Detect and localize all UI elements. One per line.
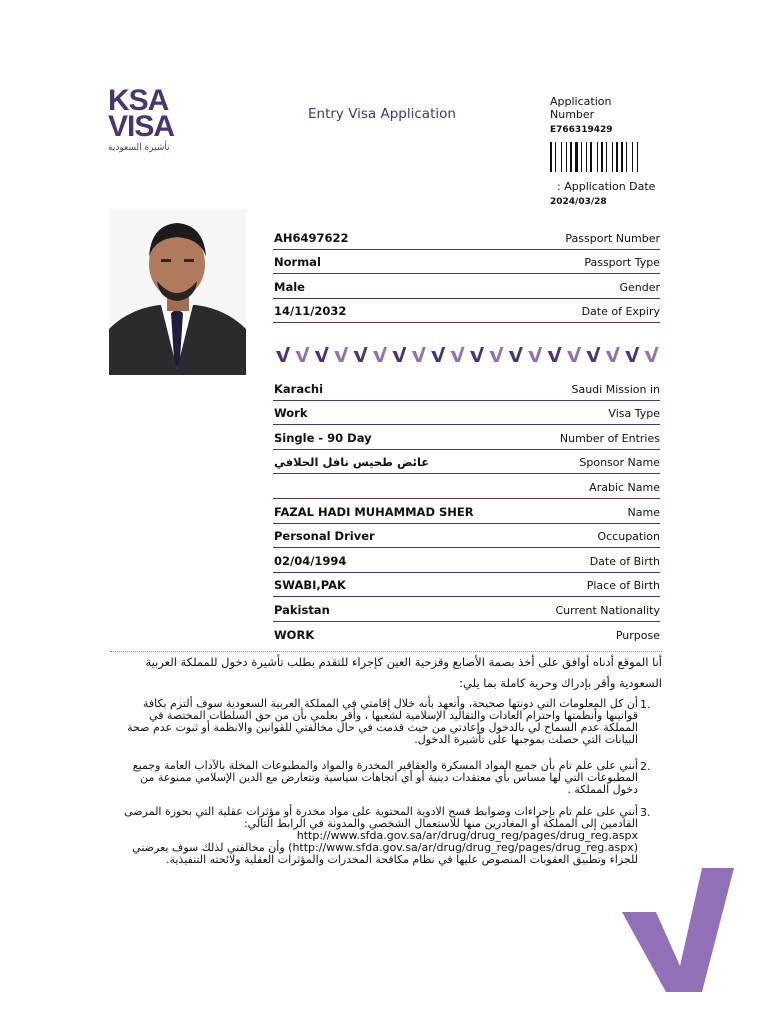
barcode-bar	[557, 142, 560, 172]
barcode-bar	[566, 142, 567, 172]
date-of-expiry-value: 14/11/2032	[274, 304, 347, 319]
declaration-item-2: أنني على علم تام بأن جميع المواد المسكرة والعقاقير المخدرة والمواد والمطبوعات المخلة بالآداب العامة وجميع المطبوعات التي لها مساس بأي معتقدات دينية أو أي اتجاهات سياسية وتتعارض مع الدين الإسلامي ممنوعة من دخول المملكة .	[132, 759, 638, 796]
number-of-entries-row	[273, 424, 660, 450]
barcode	[550, 142, 662, 172]
barcode-bar	[579, 142, 580, 172]
current-nationality-label: Current Nationality	[555, 603, 660, 617]
applicant-photo	[109, 209, 246, 375]
check-band-mark-icon	[586, 347, 600, 362]
name-row	[273, 498, 660, 524]
barcode-bar	[621, 142, 623, 172]
declaration-intro-line-1: أنا الموقع أدناه أوافق على أخذ بصمة الأصابع وقزحية العين كإجراء للتقدم بطلب تأشيرة دخول للمملكة العربية	[145, 655, 662, 669]
number-of-entries-value: Single - 90 Day	[274, 430, 372, 445]
gender-value: Male	[274, 279, 305, 294]
passport-number-row	[273, 224, 660, 250]
current-nationality-value: Pakistan	[274, 602, 330, 617]
purpose-row	[273, 621, 660, 646]
check-band-mark-icon	[451, 347, 465, 362]
arabic-name-label: Arabic Name	[589, 480, 660, 494]
barcode-bar	[581, 142, 582, 172]
current-nationality-row	[273, 596, 660, 622]
saudi-mission-label: Saudi Mission in	[571, 382, 660, 396]
barcode-bar	[570, 142, 572, 172]
barcode-bar	[593, 142, 596, 172]
logo-line-ksa: KSA	[108, 84, 169, 117]
arabic-name-row	[273, 473, 660, 499]
barcode-bar	[606, 142, 607, 172]
barcode-bar	[628, 142, 631, 172]
barcode-bar	[568, 142, 569, 172]
visa-type-label: Visa Type	[608, 407, 660, 421]
barcode-bar	[563, 142, 565, 172]
date-of-birth-row	[273, 547, 660, 573]
barcode-bar	[619, 142, 620, 172]
application-number-value: E766319429	[550, 125, 613, 135]
check-mark-watermark-icon	[622, 868, 734, 992]
barcode-bar	[553, 142, 554, 172]
application-date-value: 2024/03/28	[550, 197, 607, 207]
declaration-item-1: أن كل المعلومات التي دونتها صحيحة، وأتعهد بأنه خلال إقامتي في المملكة العربية السعودية سوف ألتزم بكافة قوانينها وأنظمتها واحترام العادات والتقاليد الإسلامية لشعبها ، وأقر بعلمي بأن من حق السلطات المختصة في المملكة عدم السماح لي بالدخول وإعادتي من حيث قدمت في حال مخالفتي للقوانين والانظمة أو ثبوت عدم صحة البيانات التي حصلت بموجبها على تأشيرة الدخول.	[127, 697, 638, 746]
occupation-label: Occupation	[597, 530, 660, 544]
declaration-item-3: أنني على علم تام بإجراءات وضوابط فسح الادوية المحتوية على مواد مخدرة أو مؤثرات عقلية التي بحوزة المرضى القادمين إلى المملكة أو المغادرين منها للاستعمال الشخصي والمدونة في الرابط التالي: http://www.sfda.gov.sa/ar/drug/drug_reg/pages/drug_reg.aspx (http://www.sfda.gov.sa/ar/drug/drug_reg/pages/drug_reg.aspx) وأن مخالفتي لذلك سوف يعرضني للجزاء وتطبيق العقوبات المنصوص عليها في نظام مكافحة المخدرات والمؤثرات العقلية ولائحته التنفيذية.	[124, 805, 638, 866]
check-band-mark-icon	[295, 347, 309, 362]
purpose-value: WORK	[274, 627, 315, 642]
check-band-mark-icon	[489, 347, 503, 362]
check-band-mark-icon	[645, 347, 659, 362]
occupation-value: Personal Driver	[274, 529, 375, 544]
date-of-birth-value: 02/04/1994	[274, 553, 347, 568]
barcode-bar	[597, 142, 598, 172]
declaration-intro-line-2: السعودية وأقر بإدراك وحرية كاملة بما يلي:	[459, 676, 662, 690]
check-band-mark-icon	[276, 347, 290, 362]
applicant-photo-illustration	[109, 209, 246, 375]
visa-type-value: Work	[274, 406, 308, 421]
place-of-birth-row	[273, 572, 660, 598]
passport-number-value: AH6497622	[274, 230, 349, 245]
check-band-mark-icon	[528, 347, 542, 362]
sponsor-name-row	[273, 449, 660, 475]
ksa-visa-logo	[108, 84, 198, 153]
saudi-mission-value: Karachi	[274, 381, 324, 396]
check-band-mark-icon	[509, 347, 523, 362]
barcode-bar	[639, 142, 640, 172]
place-of-birth-label: Place of Birth	[586, 579, 660, 593]
security-check-band	[274, 345, 660, 363]
barcode-bar	[573, 142, 574, 172]
barcode-bar	[616, 142, 618, 172]
check-band-mark-icon	[548, 347, 562, 362]
number-of-entries-label: Number of Entries	[559, 431, 660, 445]
check-band-mark-icon	[392, 347, 406, 362]
check-band-mark-icon	[625, 347, 639, 362]
gender-label: Gender	[619, 280, 660, 294]
check-band-mark-icon	[431, 347, 445, 362]
name-value: FAZAL HADI MUHAMMAD SHER	[274, 504, 474, 519]
logo-arabic-text: تأشيرة السعودية	[108, 143, 170, 153]
barcode-bar	[588, 142, 589, 172]
logo-line-visa: VISA	[108, 110, 175, 143]
barcode-bar	[632, 142, 633, 172]
check-band-mark-icon	[315, 347, 329, 362]
barcode-bar	[608, 142, 611, 172]
barcode-bar	[626, 142, 627, 172]
check-band-mark-icon	[567, 347, 581, 362]
name-label: Name	[627, 505, 660, 519]
occupation-row	[273, 523, 660, 549]
sponsor-name-label: Sponsor Name	[579, 456, 660, 470]
check-band-mark-icon	[606, 347, 620, 362]
saudi-mission-row	[273, 375, 660, 401]
barcode-bar	[583, 142, 585, 172]
barcode-bar	[590, 142, 592, 172]
passport-type-row	[273, 249, 660, 275]
document-title: Entry Visa Application	[308, 106, 456, 122]
barcode-bar	[601, 142, 603, 172]
sponsor-name-value: عائض طحيس نافل الحلافي	[274, 455, 430, 470]
barcode-bar	[586, 142, 587, 172]
application-number-label-2: Number	[550, 108, 595, 121]
check-band-mark-icon	[373, 347, 387, 362]
barcode-bar	[550, 142, 552, 172]
application-date-label: : Application Date	[557, 180, 656, 193]
passport-type-value: Normal	[274, 255, 321, 270]
passport-number-label: Passport Number	[565, 231, 660, 245]
declaration-item-2-number: 2.	[640, 760, 651, 773]
date-of-expiry-label: Date of Expiry	[581, 305, 660, 319]
declaration-divider	[110, 651, 662, 652]
date-of-expiry-row	[273, 298, 660, 324]
check-band-mark-icon	[470, 347, 484, 362]
barcode-bar	[604, 142, 605, 172]
application-number-block	[550, 95, 665, 172]
barcode-bar	[637, 142, 638, 172]
purpose-label: Purpose	[615, 628, 660, 642]
place-of-birth-value: SWABI,PAK	[274, 578, 346, 593]
check-band-mark-icon	[354, 347, 368, 362]
check-band-mark-icon	[412, 347, 426, 362]
barcode-bar	[555, 142, 556, 172]
gender-row	[273, 273, 660, 299]
passport-type-label: Passport Type	[584, 256, 660, 270]
barcode-bar	[599, 142, 600, 172]
barcode-bar	[614, 142, 615, 172]
date-of-birth-label: Date of Birth	[589, 554, 660, 568]
application-number-label-1: Application	[550, 95, 612, 108]
barcode-bar	[612, 142, 613, 172]
barcode-bar	[624, 142, 625, 172]
declaration-item-3-number: 3.	[640, 806, 651, 819]
declaration-item-1-number: 1.	[640, 698, 651, 711]
check-band-mark-icon	[334, 347, 348, 362]
visa-type-row	[273, 400, 660, 426]
barcode-bar	[634, 142, 636, 172]
barcode-bar	[561, 142, 562, 172]
barcode-bar	[575, 142, 578, 172]
